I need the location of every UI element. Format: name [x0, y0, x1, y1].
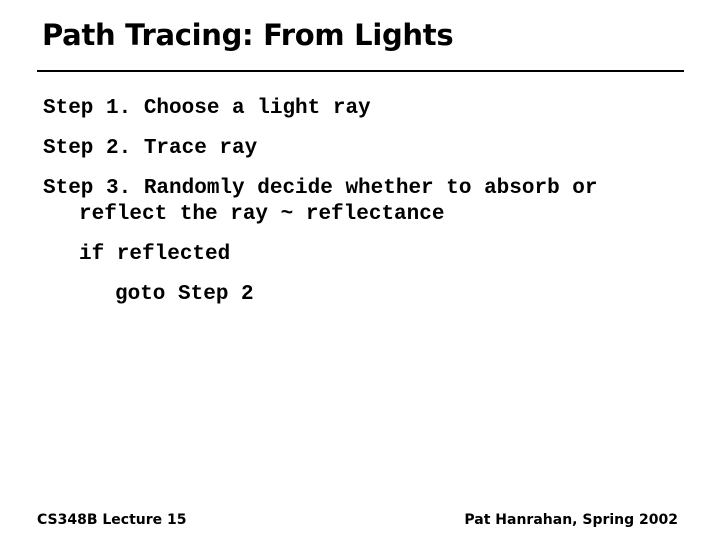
if-reflected-line: if reflected: [79, 243, 231, 266]
step-2-line: Step 2. Trace ray: [43, 137, 258, 160]
goto-line: goto Step 2: [115, 283, 254, 306]
slide-title: Path Tracing: From Lights: [42, 18, 454, 52]
step-1-line: Step 1. Choose a light ray: [43, 97, 371, 120]
footer-author: Pat Hanrahan, Spring 2002: [464, 512, 678, 528]
footer-course: CS348B Lecture 15: [37, 512, 187, 528]
slide-body: [43, 96, 693, 322]
title-divider: [37, 70, 684, 72]
step-3-line: Step 3. Randomly decide whether to absorb or reflect the ray ~ reflectance: [43, 177, 598, 226]
